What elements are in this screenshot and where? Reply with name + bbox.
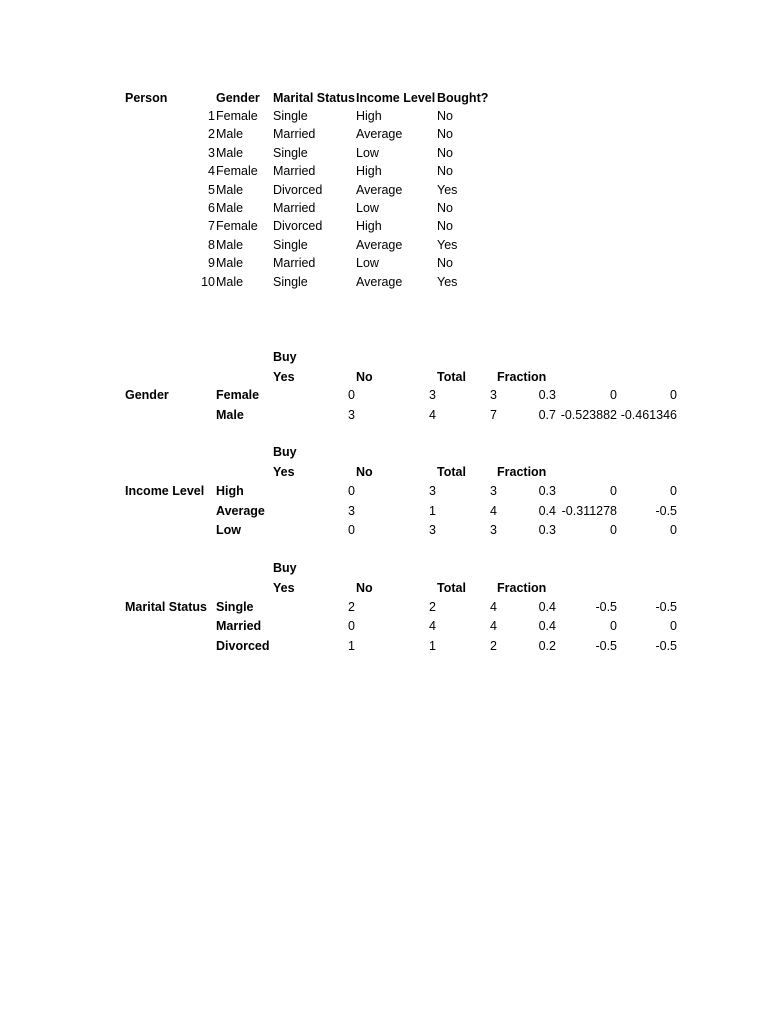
yes-header: Yes [273,465,295,479]
yes-count: 0 [348,523,355,537]
entropy-value-1: -0.5 [595,639,617,653]
fraction-value: 0.2 [538,639,556,653]
person-id: 3 [208,146,215,160]
total-count: 4 [490,600,497,614]
yes-count: 3 [348,408,355,422]
total-count: 7 [490,408,497,422]
total-header: Total [437,370,466,384]
total-count: 3 [490,484,497,498]
total-count: 4 [490,619,497,633]
fraction-value: 0.4 [538,600,556,614]
no-count: 2 [429,600,436,614]
person-id: 5 [208,183,215,197]
person-id: 4 [208,164,215,178]
header-gender: Gender [216,91,260,105]
total-header: Total [437,465,466,479]
person-income-level: Low [356,256,379,270]
total-count: 3 [490,523,497,537]
category-label: Average [216,504,265,518]
fraction-value: 0.3 [538,523,556,537]
person-bought: Yes [437,275,458,289]
header-marital-status: Marital Status [273,91,355,105]
person-gender: Male [216,127,244,141]
yes-count: 2 [348,600,355,614]
attribute-label: Gender [125,388,169,402]
category-label: Married [216,619,262,633]
fraction-header: Fraction [497,465,547,479]
person-gender: Male [216,275,244,289]
buy-header: Buy [273,445,297,459]
person-marital-status: Married [273,201,316,215]
no-count: 3 [429,484,436,498]
person-gender: Female [216,109,258,123]
no-count: 3 [429,523,436,537]
fraction-value: 0.4 [538,619,556,633]
no-header: No [356,465,373,479]
category-label: Male [216,408,244,422]
yes-header: Yes [273,370,295,384]
category-label: Female [216,388,260,402]
person-bought: No [437,256,453,270]
fraction-value: 0.3 [538,484,556,498]
person-income-level: High [356,164,382,178]
person-income-level: Low [356,201,379,215]
person-marital-status: Married [273,164,316,178]
header-income-level: Income Level [356,91,436,105]
person-bought: Yes [437,183,458,197]
no-header: No [356,581,373,595]
yes-count: 0 [348,388,355,402]
entropy-value-1: 0 [610,484,617,498]
person-id: 6 [208,201,215,215]
entropy-value-2: -0.5 [655,600,677,614]
no-count: 1 [429,639,436,653]
person-marital-status: Single [273,109,308,123]
yes-count: 1 [348,639,355,653]
person-marital-status: Single [273,238,308,252]
buy-header: Buy [273,350,297,364]
person-income-level: High [356,109,382,123]
fraction-value: 0.7 [538,408,556,422]
person-gender: Male [216,238,244,252]
person-bought: No [437,201,453,215]
person-income-level: Average [356,183,403,197]
total-count: 2 [490,639,497,653]
yes-header: Yes [273,581,295,595]
person-bought: No [437,219,453,233]
category-label: High [216,484,244,498]
fraction-header: Fraction [497,581,547,595]
person-gender: Female [216,164,258,178]
person-income-level: Average [356,238,403,252]
person-bought: Yes [437,238,458,252]
person-id: 1 [208,109,215,123]
total-count: 4 [490,504,497,518]
entropy-value-1: 0 [610,523,617,537]
entropy-value-1: -0.523882 [560,408,617,422]
category-label: Divorced [216,639,270,653]
entropy-value-1: -0.5 [595,600,617,614]
entropy-value-2: -0.5 [655,504,677,518]
person-gender: Female [216,219,258,233]
person-income-level: High [356,219,382,233]
person-id: 7 [208,219,215,233]
fraction-value: 0.4 [538,504,556,518]
buy-header: Buy [273,561,297,575]
attribute-label: Income Level [125,484,205,498]
entropy-value-1: 0 [610,388,617,402]
person-bought: No [437,164,453,178]
entropy-value-2: 0 [670,619,677,633]
person-bought: No [437,127,453,141]
person-gender: Male [216,146,244,160]
person-bought: No [437,146,453,160]
entropy-value-1: 0 [610,619,617,633]
person-id: 10 [201,275,215,289]
no-count: 4 [429,619,436,633]
entropy-value-2: 0 [670,388,677,402]
person-marital-status: Divorced [273,219,323,233]
no-count: 3 [429,388,436,402]
entropy-value-1: -0.311278 [561,504,617,518]
no-count: 4 [429,408,436,422]
entropy-value-2: 0 [670,523,677,537]
person-id: 8 [208,238,215,252]
person-marital-status: Married [273,127,316,141]
person-marital-status: Divorced [273,183,323,197]
yes-count: 0 [348,619,355,633]
person-gender: Male [216,183,244,197]
header-person: Person [125,91,168,105]
entropy-value-2: 0 [670,484,677,498]
person-income-level: Average [356,275,403,289]
entropy-value-2: -0.5 [655,639,677,653]
person-gender: Male [216,256,244,270]
fraction-header: Fraction [497,370,547,384]
person-marital-status: Married [273,256,316,270]
total-header: Total [437,581,466,595]
total-count: 3 [490,388,497,402]
fraction-value: 0.3 [538,388,556,402]
yes-count: 3 [348,504,355,518]
attribute-label: Marital Status [125,600,207,614]
yes-count: 0 [348,484,355,498]
header-bought: Bought? [437,91,489,105]
person-gender: Male [216,201,244,215]
no-count: 1 [429,504,436,518]
person-id: 2 [208,127,215,141]
person-bought: No [437,109,453,123]
entropy-value-2: -0.461346 [620,408,677,422]
person-marital-status: Single [273,146,308,160]
person-income-level: Average [356,127,403,141]
person-id: 9 [208,256,215,270]
no-header: No [356,370,373,384]
person-income-level: Low [356,146,379,160]
person-marital-status: Single [273,275,308,289]
category-label: Low [216,523,241,537]
category-label: Single [216,600,254,614]
